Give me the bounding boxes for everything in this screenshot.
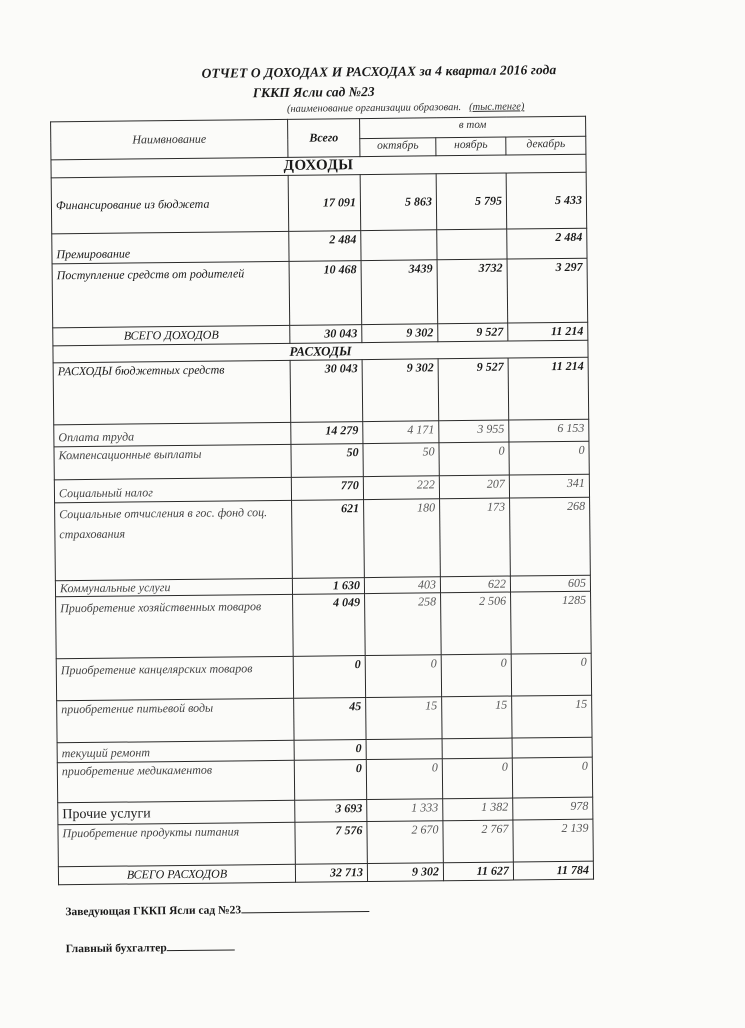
cell-december: 6 153 [509, 419, 589, 442]
units-label: (тыс.тенге) [469, 101, 525, 113]
cell-november: 622 [440, 576, 510, 593]
cell-october: 0 [366, 759, 442, 800]
cell-total: 14 279 [291, 422, 363, 445]
head-signature [65, 903, 369, 918]
cell-november: 3 955 [439, 420, 509, 443]
cell-december: 0 [509, 441, 589, 475]
cell-october: 0 [365, 655, 441, 698]
cell-december: 5 433 [506, 172, 587, 229]
cell-october: 180 [364, 499, 441, 578]
income-section-title: ДОХОДЫ [51, 154, 586, 178]
cell-november [437, 229, 507, 260]
accountant-signature-line [167, 949, 235, 951]
col-header-including: в том [360, 116, 586, 138]
cell-october: 50 [363, 443, 439, 477]
cell-november: 173 [440, 498, 511, 577]
accountant-signature [66, 941, 235, 955]
cell-total: 17 091 [288, 175, 361, 232]
cell-total: 2 484 [289, 231, 361, 262]
cell-december: 0 [511, 653, 591, 696]
col-header-november: ноябрь [436, 137, 506, 156]
org-caption [287, 101, 525, 114]
cell-october: 3439 [361, 260, 438, 325]
col-header-december: декабрь [506, 136, 586, 155]
row-name: Социальные отчисления в гос. фонд соц. страхования [55, 500, 293, 580]
row-name: Оплата труда [54, 422, 291, 446]
cell-november: 0 [441, 654, 511, 697]
org-caption-text: (наименование организации образован. [286, 102, 462, 115]
cell-november: 11 627 [443, 862, 513, 881]
col-header-total: Всего [288, 119, 360, 158]
row-name: Финансирование из бюджета [51, 175, 289, 233]
head-signature-label: Заведующая ГККП Ясли сад №23 [65, 904, 242, 919]
budget-expenses-row [53, 357, 589, 425]
table-row [54, 441, 589, 480]
cell-october: 9 302 [367, 863, 443, 882]
row-name: Приобретение продукты питания [58, 822, 295, 866]
cell-total: 45 [294, 698, 366, 741]
cell-total: 50 [291, 444, 363, 478]
organization-name: ГККП Ясли сад №23 [252, 83, 375, 101]
row-name: ВСЕГО ДОХОДОВ [53, 325, 290, 345]
cell-november: 207 [439, 475, 509, 499]
cell-november: 2 506 [441, 592, 512, 655]
cell-october: 258 [365, 593, 442, 656]
cell-total: 32 713 [295, 864, 367, 883]
cell-december: 3 297 [507, 258, 588, 323]
table-row [58, 819, 593, 867]
cell-december: 0 [512, 757, 592, 798]
row-name: текущий ремонт [57, 740, 294, 762]
cell-total: 7 576 [295, 822, 367, 865]
cell-november: 9 527 [438, 358, 509, 421]
row-name: ВСЕГО РАСХОДОВ [58, 864, 295, 884]
cell-december [512, 737, 592, 758]
cell-november: 5 795 [436, 173, 507, 230]
cell-december: 1285 [511, 591, 592, 654]
cell-november: 2 767 [443, 820, 513, 863]
cell-october: 4 171 [363, 421, 439, 444]
table-row [56, 653, 591, 701]
cell-december: 978 [513, 797, 593, 820]
row-name: Социальный налог [54, 477, 291, 502]
cell-october: 9 302 [362, 359, 439, 422]
cell-december: 11 214 [508, 357, 589, 420]
cell-total: 0 [293, 656, 365, 699]
row-name: Коммунальные услуги [55, 578, 292, 596]
cell-november: 0 [442, 758, 512, 799]
table-row [51, 172, 587, 234]
report-title: ОТЧЕТ О ДОХОДАХ И РАСХОДАХ за 4 квартал 2016 года [201, 62, 557, 81]
cell-total: 10 468 [289, 261, 362, 326]
cell-october: 1 333 [367, 799, 443, 822]
row-name: Приобретение хозяйственных товаров [56, 594, 294, 658]
cell-october [366, 739, 442, 760]
table-row [57, 757, 592, 803]
col-header-name: Наимвнование [51, 119, 288, 159]
cell-november: 3732 [437, 259, 508, 324]
cell-november: 9 527 [438, 323, 508, 342]
row-name: Компенсационные выплаты [54, 444, 291, 479]
cell-december: 11 214 [508, 322, 588, 341]
cell-october [361, 230, 437, 261]
table-row [56, 591, 592, 659]
cell-november: 0 [439, 442, 509, 476]
accountant-signature-label: Главный бухгалтер [65, 942, 167, 956]
cell-total: 4 049 [293, 594, 366, 657]
row-name: РАСХОДЫ бюджетных средств [53, 360, 291, 424]
row-name: приобретение медикаментов [57, 760, 294, 802]
cell-december: 15 [512, 695, 592, 738]
cell-october: 15 [366, 697, 442, 740]
cell-october: 403 [364, 577, 440, 594]
cell-total: 30 043 [290, 360, 363, 423]
cell-november: 1 382 [443, 798, 513, 821]
cell-november: 15 [442, 696, 512, 739]
table-row [55, 497, 591, 581]
table-row [52, 258, 588, 328]
cell-total: 770 [291, 477, 363, 501]
cell-december: 268 [510, 497, 591, 576]
report-table [50, 116, 594, 886]
cell-december: 2 484 [507, 228, 587, 259]
table-row [57, 695, 592, 743]
cell-november [442, 738, 512, 759]
cell-december: 2 139 [513, 819, 593, 862]
cell-october: 9 302 [362, 324, 438, 343]
head-signature-line [241, 911, 369, 913]
row-name: приобретение питьевой воды [57, 698, 294, 742]
cell-total: 3 693 [295, 800, 367, 823]
cell-december: 11 784 [513, 861, 593, 880]
cell-total: 30 043 [290, 325, 362, 344]
cell-october: 2 670 [367, 821, 443, 864]
cell-total: 1 630 [292, 578, 364, 595]
expenses-section-title: РАСХОДЫ [53, 340, 588, 363]
row-name: Прочие услуги [58, 800, 295, 824]
cell-october: 222 [363, 476, 439, 500]
cell-october: 5 863 [360, 174, 437, 231]
row-name: Поступление средств от родителей [52, 261, 290, 327]
cell-total: 621 [292, 500, 365, 579]
cell-total: 0 [294, 760, 366, 801]
col-header-october: октябрь [360, 138, 436, 157]
cell-december: 341 [509, 474, 589, 498]
row-name: Приобретение канцелярских товаров [56, 656, 293, 700]
cell-december: 605 [510, 575, 590, 592]
row-name: Премирование [52, 231, 289, 263]
cell-total: 0 [294, 740, 366, 761]
